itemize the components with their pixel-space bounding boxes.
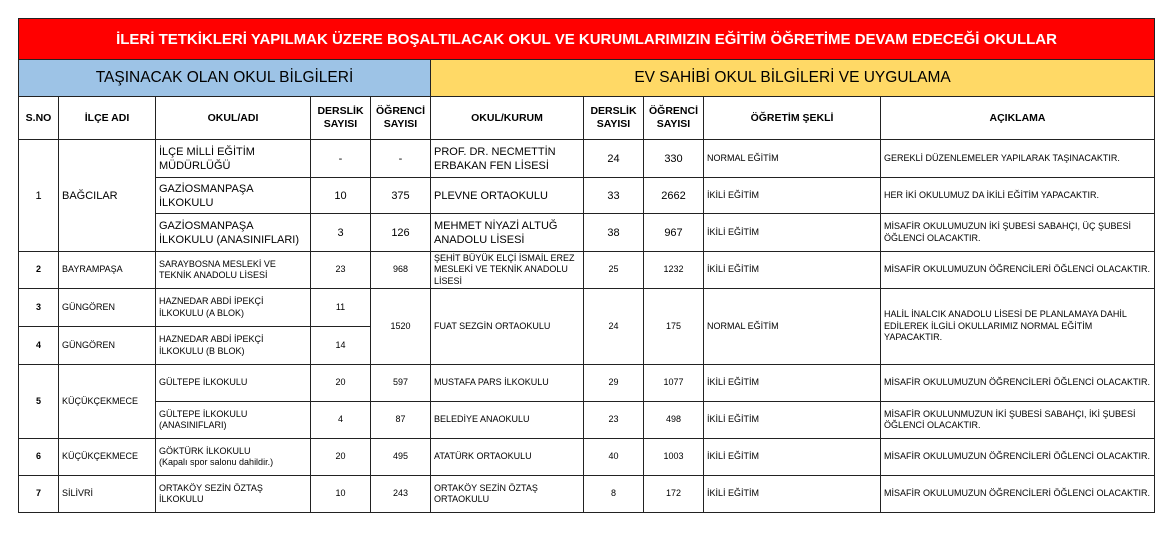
- sno-cell: 2: [19, 252, 59, 289]
- okul-note: (Kapalı spor salonu dahildir.): [159, 457, 274, 467]
- ogretim-cell: İKİLİ EĞİTİM: [704, 252, 881, 289]
- col-derslik: DERSLİK SAYISI: [311, 97, 371, 140]
- col-ogrenci: ÖĞRENCİ SAYISI: [371, 97, 431, 140]
- table-row: [19, 439, 1155, 476]
- sno-cell: 3: [19, 289, 59, 327]
- host-ogrenci-cell: 1232: [644, 252, 704, 289]
- schools-table: [18, 18, 1155, 513]
- ilce-cell: GÜNGÖREN: [59, 289, 156, 327]
- ogretim-cell: İKİLİ EĞİTİM: [704, 178, 881, 214]
- host-cell: FUAT SEZGİN ORTAOKULU: [431, 289, 584, 365]
- derslik-cell: 10: [311, 178, 371, 214]
- derslik-cell: 3: [311, 214, 371, 252]
- ogrenci-cell: 1520: [371, 289, 431, 365]
- derslik-cell: 20: [311, 439, 371, 476]
- ogrenci-cell: 243: [371, 476, 431, 513]
- aciklama-cell: MİSAFİR OKULUMUZUN İKİ ŞUBESİ SABAHÇI, ÜÇ ŞUBESİ ÖĞLENCİ OLACAKTIR.: [881, 214, 1155, 252]
- aciklama-cell: MİSAFİR OKULUMUZUN ÖĞRENCİLERİ ÖĞLENCİ OLACAKTIR.: [881, 439, 1155, 476]
- host-cell: BELEDİYE ANAOKULU: [431, 402, 584, 439]
- derslik-cell: -: [311, 140, 371, 178]
- host-derslik-cell: 38: [584, 214, 644, 252]
- host-derslik-cell: 33: [584, 178, 644, 214]
- sno-cell: 7: [19, 476, 59, 513]
- aciklama-cell: HER İKİ OKULUMUZ DA İKİLİ EĞİTİM YAPACAKTIR.: [881, 178, 1155, 214]
- table-row: [19, 289, 1155, 327]
- ilce-cell: KÜÇÜKÇEKMECE: [59, 439, 156, 476]
- ogretim-cell: İKİLİ EĞİTİM: [704, 214, 881, 252]
- okul-cell: ORTAKÖY SEZİN ÖZTAŞ İLKOKULU: [156, 476, 311, 513]
- ilce-cell: BAĞCILAR: [59, 140, 156, 252]
- ogretim-cell: İKİLİ EĞİTİM: [704, 402, 881, 439]
- derslik-cell: 10: [311, 476, 371, 513]
- ogretim-cell: İKİLİ EĞİTİM: [704, 439, 881, 476]
- ogretim-cell: NORMAL EĞİTİM: [704, 140, 881, 178]
- okul-cell: GÖKTÜRK İLKOKULU (Kapalı spor salonu dahildir.): [156, 439, 311, 476]
- sno-cell: 1: [19, 140, 59, 252]
- ilce-cell: BAYRAMPAŞA: [59, 252, 156, 289]
- aciklama-cell: MİSAFİR OKULUNMUZUN İKİ ŞUBESİ SABAHÇI, İKİ ŞUBESİ ÖĞLENCİ OLACAKTIR.: [881, 402, 1155, 439]
- host-ogrenci-cell: 1077: [644, 365, 704, 402]
- okul-cell: GÜLTEPE İLKOKULU: [156, 365, 311, 402]
- host-ogrenci-cell: 2662: [644, 178, 704, 214]
- table-row: [19, 252, 1155, 289]
- table-row: [19, 178, 1155, 214]
- okul-cell: HAZNEDAR ABDİ İPEKÇİ İLKOKULU (B BLOK): [156, 327, 311, 365]
- host-derslik-cell: 40: [584, 439, 644, 476]
- col-kurum: OKUL/KURUM: [431, 97, 584, 140]
- okul-cell: SARAYBOSNA MESLEKİ VE TEKNİK ANADOLU LİSESİ: [156, 252, 311, 289]
- table-row: [19, 476, 1155, 513]
- table-row: [19, 365, 1155, 402]
- sno-cell: 5: [19, 365, 59, 439]
- header-row: [19, 97, 1155, 140]
- ogrenci-cell: 87: [371, 402, 431, 439]
- ogrenci-cell: 126: [371, 214, 431, 252]
- ogretim-cell: İKİLİ EĞİTİM: [704, 365, 881, 402]
- okul-cell: GAZİOSMANPAŞA İLKOKULU: [156, 178, 311, 214]
- host-ogrenci-cell: 1003: [644, 439, 704, 476]
- host-cell: ŞEHİT BÜYÜK ELÇİ İSMAİL EREZ MESLEKİ VE TEKNİK ANADOLU LİSESİ: [431, 252, 584, 289]
- page-title: İLERİ TETKİKLERİ YAPILMAK ÜZERE BOŞALTILACAK OKUL VE KURUMLARIMIZIN EĞİTİM ÖĞRETİME DEVAM EDECEĞİ OKULLAR: [19, 19, 1155, 60]
- host-ogrenci-cell: 498: [644, 402, 704, 439]
- okul-cell: HAZNEDAR ABDİ İPEKÇİ İLKOKULU (A BLOK): [156, 289, 311, 327]
- col-sno: S.NO: [19, 97, 59, 140]
- host-ogrenci-cell: 967: [644, 214, 704, 252]
- host-cell: ATATÜRK ORTAOKULU: [431, 439, 584, 476]
- ilce-cell: KÜÇÜKÇEKMECE: [59, 365, 156, 439]
- sno-cell: 6: [19, 439, 59, 476]
- table-row: [19, 402, 1155, 439]
- derslik-cell: 20: [311, 365, 371, 402]
- aciklama-cell: GEREKLİ DÜZENLEMELER YAPILARAK TAŞINACAKTIR.: [881, 140, 1155, 178]
- aciklama-cell: MİSAFİR OKULUMUZUN ÖĞRENCİLERİ ÖĞLENCİ OLACAKTIR.: [881, 476, 1155, 513]
- col-ilce: İLÇE ADI: [59, 97, 156, 140]
- section-moving-schools: TAŞINACAK OLAN OKUL BİLGİLERİ: [19, 60, 431, 97]
- table-row: [19, 140, 1155, 178]
- host-cell: MUSTAFA PARS İLKOKULU: [431, 365, 584, 402]
- sno-cell: 4: [19, 327, 59, 365]
- host-ogrenci-cell: 172: [644, 476, 704, 513]
- ogretim-cell: NORMAL EĞİTİM: [704, 289, 881, 365]
- col-okul: OKUL/ADI: [156, 97, 311, 140]
- host-cell: PLEVNE ORTAOKULU: [431, 178, 584, 214]
- host-cell: ORTAKÖY SEZİN ÖZTAŞ ORTAOKULU: [431, 476, 584, 513]
- okul-cell: İLÇE MİLLİ EĞİTİM MÜDÜRLÜĞÜ: [156, 140, 311, 178]
- derslik-cell: 23: [311, 252, 371, 289]
- host-cell: MEHMET NİYAZİ ALTUĞ ANADOLU LİSESİ: [431, 214, 584, 252]
- col-aciklama: AÇIKLAMA: [881, 97, 1155, 140]
- schools-sheet: [18, 18, 1154, 513]
- ogrenci-cell: -: [371, 140, 431, 178]
- host-derslik-cell: 8: [584, 476, 644, 513]
- ogrenci-cell: 597: [371, 365, 431, 402]
- col-ogretim: ÖĞRETİM ŞEKLİ: [704, 97, 881, 140]
- host-cell: PROF. DR. NECMETTİN ERBAKAN FEN LİSESİ: [431, 140, 584, 178]
- ogrenci-cell: 968: [371, 252, 431, 289]
- ilce-cell: GÜNGÖREN: [59, 327, 156, 365]
- derslik-cell: 4: [311, 402, 371, 439]
- ogretim-cell: İKİLİ EĞİTİM: [704, 476, 881, 513]
- section-host-schools: EV SAHİBİ OKUL BİLGİLERİ VE UYGULAMA: [431, 60, 1155, 97]
- okul-cell: GAZİOSMANPAŞA İLKOKULU (ANASINIFLARI): [156, 214, 311, 252]
- col-host-derslik: DERSLİK SAYISI: [584, 97, 644, 140]
- ogrenci-cell: 375: [371, 178, 431, 214]
- host-derslik-cell: 25: [584, 252, 644, 289]
- table-row: [19, 214, 1155, 252]
- aciklama-cell: MİSAFİR OKULUMUZUN ÖĞRENCİLERİ ÖĞLENCİ OLACAKTIR.: [881, 252, 1155, 289]
- derslik-cell: 14: [311, 327, 371, 365]
- host-derslik-cell: 29: [584, 365, 644, 402]
- aciklama-cell: HALİL İNALCIK ANADOLU LİSESİ DE PLANLAMAYA DAHİL EDİLEREK İLGİLİ OKULLARIMIZ NORMAL EĞİTİM YAPACAKTIR.: [881, 289, 1155, 365]
- host-derslik-cell: 24: [584, 140, 644, 178]
- ilce-cell: SİLİVRİ: [59, 476, 156, 513]
- col-host-ogrenci: ÖĞRENCİ SAYISI: [644, 97, 704, 140]
- ogrenci-cell: 495: [371, 439, 431, 476]
- host-ogrenci-cell: 330: [644, 140, 704, 178]
- okul-cell: GÜLTEPE İLKOKULU (ANASINIFLARI): [156, 402, 311, 439]
- host-ogrenci-cell: 175: [644, 289, 704, 365]
- host-derslik-cell: 24: [584, 289, 644, 365]
- host-derslik-cell: 23: [584, 402, 644, 439]
- aciklama-cell: MİSAFİR OKULUMUZUN ÖĞRENCİLERİ ÖĞLENCİ OLACAKTIR.: [881, 365, 1155, 402]
- derslik-cell: 11: [311, 289, 371, 327]
